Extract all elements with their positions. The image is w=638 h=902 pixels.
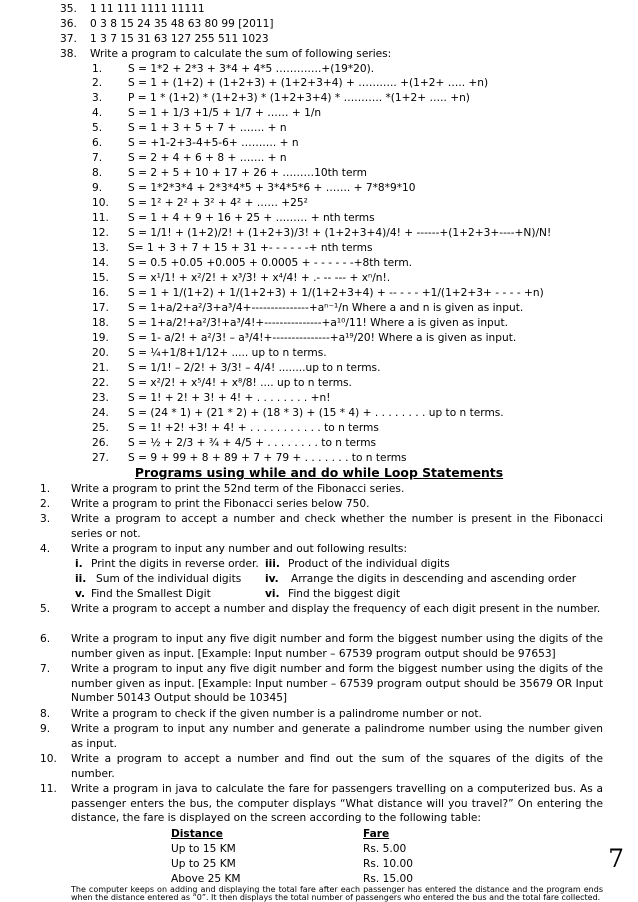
series-formula: S = 1 + 4 + 9 + 16 + 25 + ……… + nth terms [128,212,375,224]
series-formula: S = 1+a/2!+a²/3!+a³/4!+---------------+a¹⁰/11! Where a is given as input. [128,317,509,329]
subitem-text: Find the Smallest Digit [91,588,211,600]
table-header: Fare [363,828,390,840]
series-number: 26. [92,437,109,449]
series-number: 9. [92,182,103,194]
program-text: Write a program in java to calculate the fare for passengers travelling on a computerized bus. As a passenger enters the bus, the computer displays “What distance will you travel?” On entering the distance, the fare is displayed on the screen according to the following table: [71,783,603,825]
program-number: 7. [40,663,51,675]
series-number: 4. [92,107,103,119]
series-number: 7. [92,152,103,164]
table-cell: Rs. 15.00 [363,873,413,885]
series-number: 18. [92,317,109,329]
series-formula: S = 1/1! + (1+2)/2! + (1+2+3)/3! + (1+2+3+4)/4! + ------+(1+2+3+----+N)/N! [128,227,552,239]
series-number: 11. [92,212,109,224]
table-cell: Rs. 5.00 [363,843,407,855]
series-number: 23. [92,392,109,404]
item-number: 38. [60,48,77,60]
series-number: 16. [92,287,109,299]
series-formula: S = 1! +2! +3! + 4! + . . . . . . . . . . . to n terms [128,422,379,434]
program-number: 2. [40,498,51,510]
series-formula: S = 9 + 99 + 8 + 89 + 7 + 79 + . . . . . . . to n terms [128,452,407,464]
series-number: 14. [92,257,109,269]
series-formula: S = 1 + 3 + 5 + 7 + ……. + n [128,122,287,134]
series-formula: S = 1! + 2! + 3! + 4! + . . . . . . . . +n! [128,392,331,404]
program-text: Write a program to check if the given number is a palindrome number or not. [71,708,482,720]
table-cell: Up to 15 KM [171,843,236,855]
series-number: 5. [92,122,103,134]
series-number: 6. [92,137,103,149]
program-number: 5. [40,603,51,615]
series-formula: S = 2 + 4 + 6 + 8 + ……. + n [128,152,287,164]
series-number: 13. [92,242,109,254]
subitem-number: i. [75,558,83,570]
program-text: Write a program to print the Fibonacci series below 750. [71,498,370,510]
series-formula: S = 1*2*3*4 + 2*3*4*5 + 3*4*5*6 + ……. + 7*8*9*10 [128,182,416,194]
program-number: 6. [40,633,51,645]
section-heading: Programs using while and do while Loop Statements [134,465,504,480]
series-number: 15. [92,272,109,284]
series-formula: S = x¹/1! + x²/2! + x³/3! + x⁴/4! + .- -- --- + xⁿ/n!. [128,272,391,284]
item-text: Write a program to calculate the sum of following series: [90,48,392,60]
program-text: Write a program to print the 52nd term of the Fibonacci series. [71,483,405,495]
series-formula: S = 1- a/2! + a²/3! – a³/4!+---------------+a¹⁹/20! Where a is given as input. [128,332,517,344]
series-formula: S = +1-2+3-4+5-6+ ………. + n [128,137,299,149]
subitem-number: vi. [265,588,280,600]
series-formula: S = ½ + 2/3 + ¾ + 4/5 + . . . . . . . . to n terms [128,437,377,449]
program-text: Write a program to input any five digit number and form the biggest number using the digits of the number given as input. [Example: Input number – 67539 program output should be 97653] [71,633,603,660]
item-number: 37. [60,33,77,45]
program-text: Write a program to input any number and generate a palindrome number using the number given as input. [71,723,603,750]
series-formula: S = 0.5 +0.05 +0.005 + 0.0005 + - - - - - -+8th term. [128,257,413,269]
series-formula: S = (24 * 1) + (21 * 2) + (18 * 3) + (15 * 4) + . . . . . . . . up to n terms. [128,407,504,419]
subitem-text: Sum of the individual digits [96,573,242,585]
series-formula: S = 1² + 2² + 3² + 4² + …… +25² [128,197,308,209]
series-number: 10. [92,197,109,209]
series-number: 19. [92,332,109,344]
subitem-text: Arrange the digits in descending and ascending order [291,573,577,585]
subitem-number: iii. [265,558,280,570]
subitem-number: v. [75,588,86,600]
program-number: 9. [40,723,51,735]
table-cell: Above 25 KM [171,873,241,885]
series-number: 2. [92,77,103,89]
series-number: 8. [92,167,103,179]
series-number: 22. [92,377,109,389]
series-formula: S = 1 + (1+2) + (1+2+3) + (1+2+3+4) + ……….. +(1+2+ ….. +n) [128,77,489,89]
program-number: 8. [40,708,51,720]
table-header: Distance [171,828,223,840]
series-formula: S = 1 + 1/3 +1/5 + 1/7 + …… + 1/n [128,107,322,119]
item-text: 1 11 111 1111 11111 [90,3,205,15]
item-number: 35. [60,3,77,15]
program-text: Write a program to input any five digit number and form the biggest number using the digits of the number given as input. [Example: Input number – 67539 program output should be 35679 OR Input Number 50143 Output should be 10345] [71,663,603,705]
series-formula: S = 1/1! – 2/2! + 3/3! – 4/4! ........up to n terms. [128,362,381,374]
series-number: 17. [92,302,109,314]
series-formula: P = 1 * (1+2) * (1+2+3) * (1+2+3+4) * ……….. *(1+2+ ….. +n) [128,92,470,104]
subitem-text: Find the biggest digit [288,588,400,600]
series-number: 3. [92,92,103,104]
series-number: 12. [92,227,109,239]
table-cell: Rs. 10.00 [363,858,413,870]
program-text: Write a program to accept a number and check whether the number is present in the Fibonacci series or not. [71,513,603,540]
series-number: 21. [92,362,109,374]
subitem-text: Print the digits in reverse order. [91,558,259,570]
page-number: 7 [608,844,624,873]
item-text: 1 3 7 15 31 63 127 255 511 1023 [90,33,269,45]
table-cell: Up to 25 KM [171,858,236,870]
closing-paragraph: The computer keeps on adding and displaying the total fare after each passenger has entered the distance and the program ends when the distance entered as “0”. It then displays the total number of passengers who entered the bus and the total fare collected. [71,886,603,902]
item-text: 0 3 8 15 24 35 48 63 80 99 [2011] [90,18,274,30]
series-number: 27. [92,452,109,464]
series-number: 20. [92,347,109,359]
series-formula: S = 2 + 5 + 10 + 17 + 26 + ………10th term [128,167,367,179]
series-formula: S = 1*2 + 2*3 + 3*4 + 4*5 ………….+(19*20). [128,63,375,75]
program-number: 3. [40,513,51,525]
series-formula: S = ¼+1/8+1/12+ ..... up to n terms. [128,347,327,359]
program-number: 4. [40,543,51,555]
series-number: 24. [92,407,109,419]
program-number: 1. [40,483,51,495]
series-formula: S = 1+a/2+a²/3+a³/4+---------------+aⁿ⁻¹/n Where a and n is given as input. [128,302,524,314]
item-number: 36. [60,18,77,30]
series-number: 25. [92,422,109,434]
program-number: 10. [40,753,57,765]
program-text: Write a program to accept a number and find out the sum of the squares of the digits of the number. [71,753,603,780]
series-formula: S = 1 + 1/(1+2) + 1/(1+2+3) + 1/(1+2+3+4) + -- - - - +1/(1+2+3+ - - - - +n) [128,287,544,299]
subitem-number: ii. [75,573,87,585]
program-text: Write a program to accept a number and display the frequency of each digit present in the number. [71,603,601,615]
subitem-text: Product of the individual digits [288,558,450,570]
subitem-number: iv. [265,573,279,585]
program-text: Write a program to input any number and out following results: [71,543,408,555]
program-number: 11. [40,783,57,795]
series-number: 1. [92,63,103,75]
series-formula: S = x²/2! + x⁵/4! + x⁸/8! .... up to n terms. [128,377,352,389]
series-formula: S= 1 + 3 + 7 + 15 + 31 +- - - - - -+ nth terms [128,242,373,254]
